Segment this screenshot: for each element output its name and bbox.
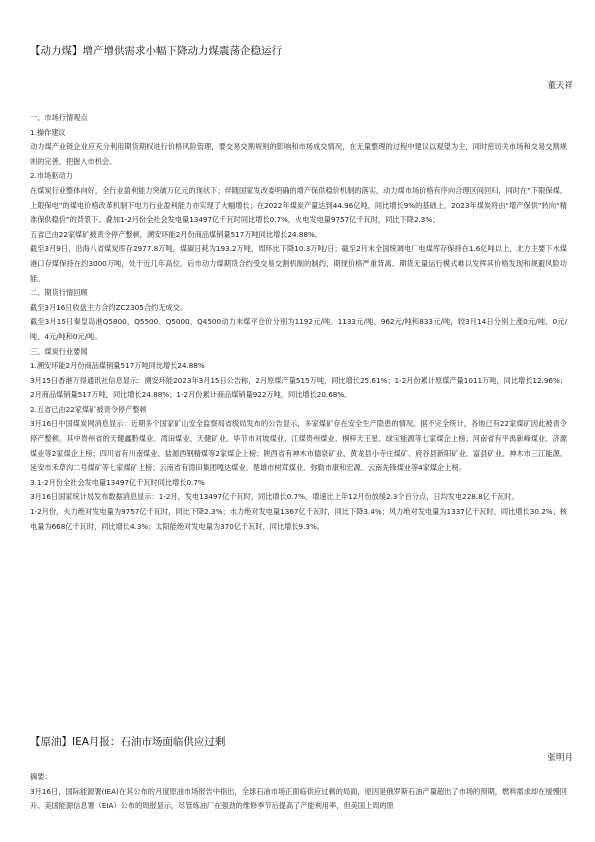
section-heading: 一、市场行情观点 bbox=[30, 113, 88, 122]
subsection-heading: 1.操作建议 bbox=[30, 127, 66, 137]
paragraph: 3月16日国家统计局发布数据消息显示：1-2月，发电13497亿千瓦时，同比增长0.7%，增速比上年12月份放缓2.3个百分点，日均发电228.8亿千瓦时。 bbox=[30, 492, 519, 502]
section-heading: 二、期货行情回顾 bbox=[30, 288, 88, 298]
subsection-heading: 2.五省已由22家煤矿被责令停产整顿 bbox=[30, 404, 147, 414]
paragraph: 在煤炭行业整体向好，全行业盈利能力突破万亿元的现状下；伴随国家发改委明确的增产保供稳价机制的落实，动力煤市场价格有序向合理区间回归，同时在“下限保煤、上限保电”的煤电价格改革机制下电力行业盈利能力亦实现了大幅增长；在2022年煤炭产量达到44.96亿吨，同比增长9%的基础上，2023年煤炭将由“增产保供”转向“精准保供稳价”的背景下。叠加1-2月份全社会发电量13497亿千瓦时同比增长0.7%，火电发电量9757亿千瓦时，同比下降2.3%； bbox=[30, 185, 567, 225]
article-author: 张明月 bbox=[547, 753, 573, 763]
paragraph: 1-2月份，火力绝对发电量为9757亿千瓦时，同比下降2.3%；水力绝对发电量1367亿千瓦时，同比下降3.4%；风力绝对发电量为1337亿千瓦时，同比增长30.2%；核电量为668亿千瓦时，同比增长4.3%；太阳能绝对发电量为370亿千瓦时，同比增长9.3%。 bbox=[30, 507, 567, 531]
article-title: 【动力煤】增产增供需求小幅下降动力煤震荡企稳运行 bbox=[30, 45, 282, 57]
abstract-label: 摘要： bbox=[30, 772, 52, 781]
paragraph: 3月15日香港万得通讯社信息显示：溯安环能2023年3月15日公告称，2月原煤产量515万吨，同比增长25.61%；1-2月份累计原煤产量1011万吨，同比增长12.96%；2月商品煤销量517万吨，同比增长24.88%；1-2月份累计商品煤销量922万吨，同比增长20.68%。 bbox=[30, 375, 567, 400]
subsection-heading: 2.市场驱动力 bbox=[30, 171, 73, 181]
article-author: 董天祥 bbox=[547, 81, 573, 91]
article-body bbox=[30, 770, 567, 814]
paragraph: 五省已由22家煤矿被责令停产整顿，溯安环能2月份商品煤销量517万吨同比增长24.88%。 bbox=[30, 229, 323, 239]
article-title: 【原油】IEA月报：石油市场面临供应过剩 bbox=[30, 736, 226, 748]
paragraph: 截至3月16日收盘主力合约ZC2305合约无成交。 bbox=[30, 302, 187, 312]
section-heading: 三、煤炭行业要闻 bbox=[30, 346, 88, 356]
subsection-heading: 3.1-2月份全社会发电量13497亿千瓦时同比增长0.7% bbox=[30, 477, 205, 487]
paragraph: 截至3月9日，沿海八省煤炭库存2977.8万吨，煤碳日耗为193.2万吨，周环比下降10.3万吨/日；截至2月末全国统调电厂电煤库存保持在1.6亿吨以上，北方主要下水煤港口存煤保持在约3000万吨，处于近几年高位。后市动力煤期货合约受交易交割机制的制约，期现价格严重背离、期货无量运行模式难以发挥其价格发现和规避风险功能。 bbox=[30, 244, 567, 283]
paragraph: 3月16日中国煤炭网消息显示：近期多个国家矿山安全监察局省级局发布的公告显示，多家煤矿存在安全生产隐患的情况。据不完全统计，各地已有22家煤矿因此被责令停产整顿。其中贵州省的天健鑫黔煤业、湾田煤业、天健矿业、毕节市对坡煤业、江煤贵州煤业、桐梓天王星、绿宝能源等七家煤企上榜；河南省有平禹新峰煤业、济源煤业等2家煤企上榜；四川省有川南煤业、盐源西钢精煤等2家煤企上榜；陕西省有神木市德泉矿业、黄龙县小寺庄煤矿、府谷县新阳矿业、富县矿业、神木市三江能源、延安市禾草沟二号煤矿等七家煤矿上榜；云南省有湾田集团嘎达煤业、楚雄市树茸煤业、弥勒市康和宏源、云南先锋煤业等4家煤企上榜。 bbox=[30, 419, 567, 473]
article-body bbox=[30, 111, 567, 534]
paragraph: 动力煤产业链企业应充分利用期货期权进行价格风险管理，要交易交割规则的影响和市场成交情况，在无量整理的过程中建议以观望为主，同时密切关市场和交易交割规则的完善，把握入市机会。 bbox=[30, 142, 567, 166]
paragraph: 截至3月15日秦皇岛港Q5800、Q5500、Q5000、Q4500动力末煤平仓价分别为1192元/吨、1133元/吨、962元/吨和833元/吨，较3月14日分别上涨0元/吨、0元/吨、4元/吨和0元/吨。 bbox=[30, 317, 567, 341]
paragraph: 3月16日，国际能源署(IEA)在其公布的月度原油市场报告中指出，全球石油市场正面临供应过剩的局面，原因是俄罗斯石油产量超出了市场的预期，燃料需求却在缓慢回升。美国能源信息署（EIA）公布的周报显示，尽管炼油厂在强劲的维修季节后提高了产能利用率，但美国上周的原 bbox=[30, 786, 567, 811]
subsection-heading: 1.溯安环能2月份商品煤销量517万吨同比增长24.88% bbox=[30, 361, 205, 371]
